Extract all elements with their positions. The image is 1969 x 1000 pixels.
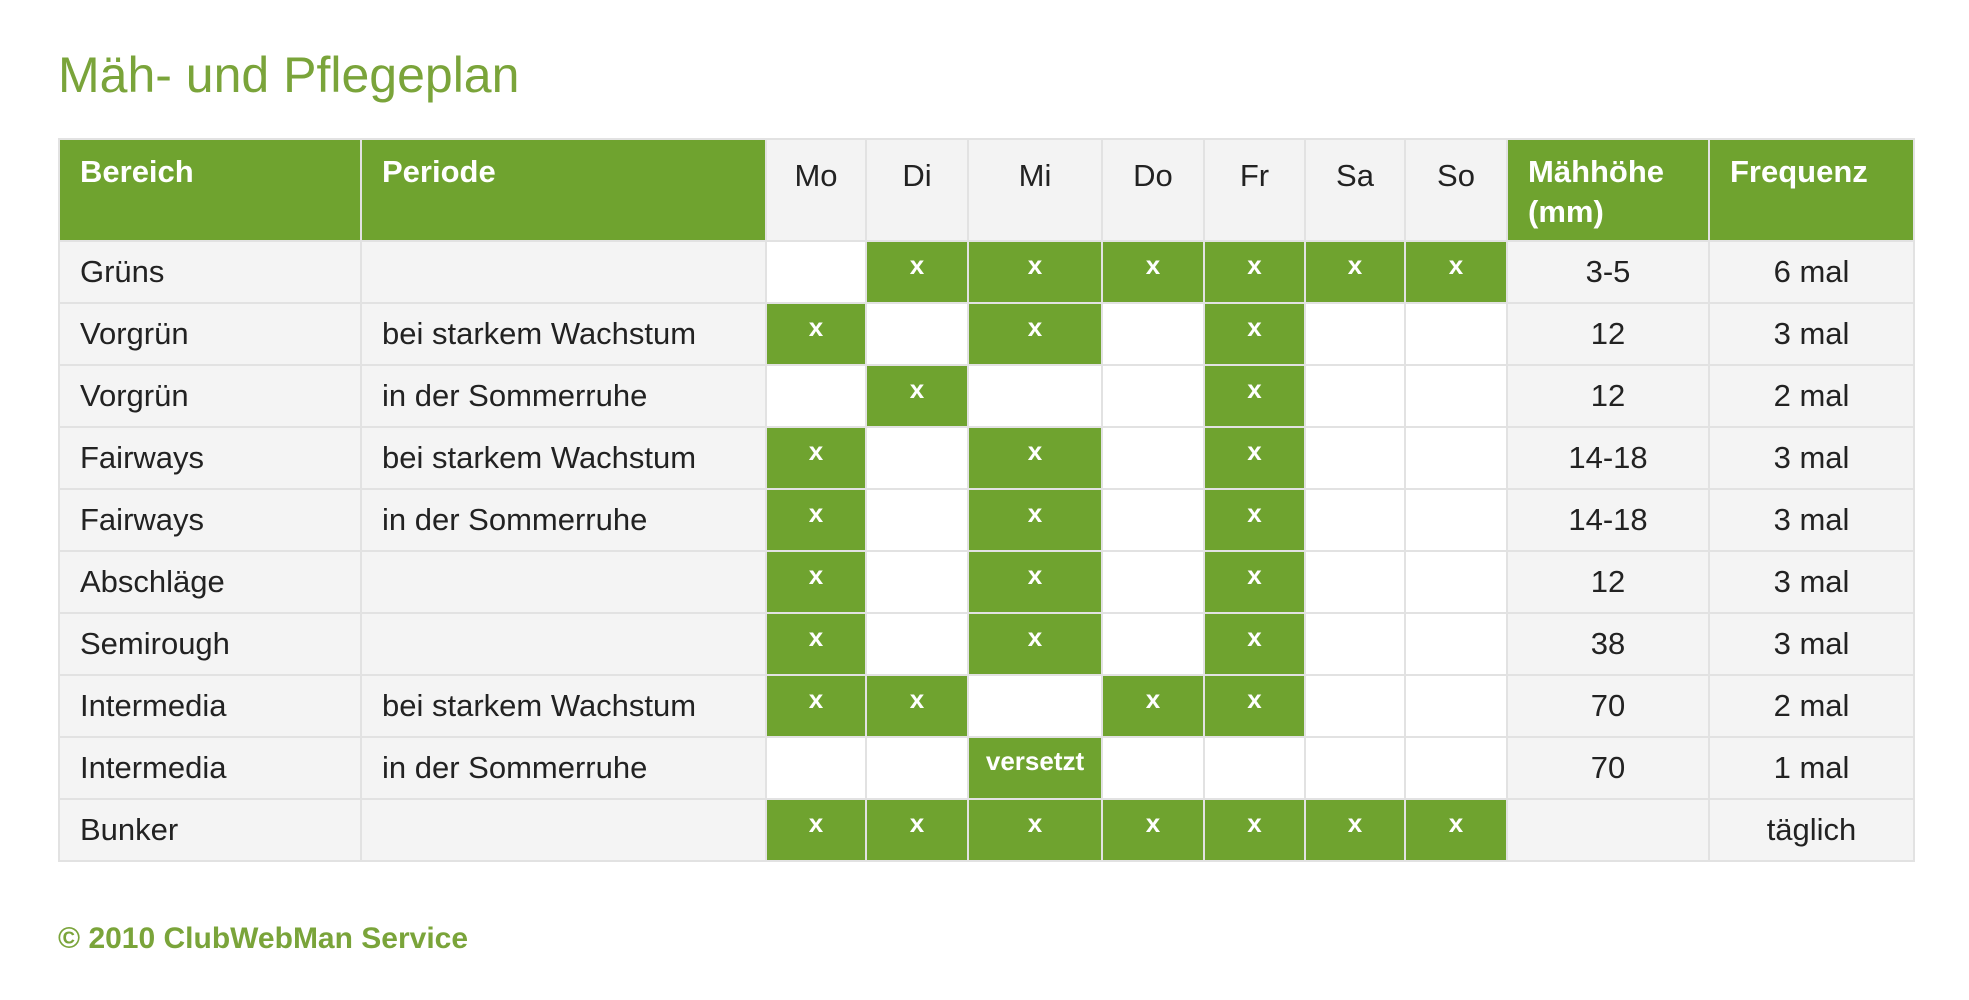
header-maehhoehe bbox=[1507, 139, 1709, 241]
schedule-empty bbox=[1405, 427, 1507, 489]
cell-periode bbox=[361, 551, 766, 613]
schedule-empty bbox=[968, 365, 1102, 427]
cell-periode: bei starkem Wachstum bbox=[361, 303, 766, 365]
schedule-empty bbox=[1305, 427, 1405, 489]
schedule-empty bbox=[766, 241, 866, 303]
table-row bbox=[59, 427, 1914, 489]
schedule-mark: versetzt bbox=[968, 737, 1102, 799]
page-title: Mäh- und Pflegeplan bbox=[58, 47, 520, 103]
schedule-mark: x bbox=[1102, 241, 1204, 303]
schedule-empty bbox=[1405, 489, 1507, 551]
schedule-empty bbox=[1405, 551, 1507, 613]
cell-periode: in der Sommerruhe bbox=[361, 737, 766, 799]
schedule-mark: x bbox=[1204, 241, 1305, 303]
schedule-mark: x bbox=[766, 303, 866, 365]
cell-frequenz: 3 mal bbox=[1709, 303, 1914, 365]
cell-frequenz: 3 mal bbox=[1709, 551, 1914, 613]
schedule-mark: x bbox=[1305, 241, 1405, 303]
cell-frequenz: 6 mal bbox=[1709, 241, 1914, 303]
schedule-mark: x bbox=[1102, 799, 1204, 861]
cell-bereich: Vorgrün bbox=[59, 303, 361, 365]
cell-bereich: Vorgrün bbox=[59, 365, 361, 427]
schedule-empty bbox=[1305, 365, 1405, 427]
schedule-mark: x bbox=[766, 799, 866, 861]
header-day-mi: Mi bbox=[968, 139, 1102, 241]
header-maehhoehe-line1: Mähhöhe bbox=[1528, 154, 1665, 189]
schedule-mark: x bbox=[968, 241, 1102, 303]
schedule-mark: x bbox=[766, 675, 866, 737]
table-row bbox=[59, 613, 1914, 675]
header-maehhoehe-line2: (mm) bbox=[1528, 194, 1604, 229]
cell-frequenz: 1 mal bbox=[1709, 737, 1914, 799]
header-frequenz: Frequenz bbox=[1709, 139, 1914, 241]
header-day-mo: Mo bbox=[766, 139, 866, 241]
cell-maehhoehe: 38 bbox=[1507, 613, 1709, 675]
schedule-empty bbox=[1305, 551, 1405, 613]
schedule-empty bbox=[1405, 613, 1507, 675]
cell-periode bbox=[361, 241, 766, 303]
cell-maehhoehe: 14-18 bbox=[1507, 489, 1709, 551]
mowing-schedule-table bbox=[58, 138, 1915, 862]
schedule-empty bbox=[1102, 427, 1204, 489]
schedule-mark: x bbox=[766, 551, 866, 613]
cell-maehhoehe: 14-18 bbox=[1507, 427, 1709, 489]
schedule-empty bbox=[766, 365, 866, 427]
cell-periode: in der Sommerruhe bbox=[361, 365, 766, 427]
schedule-empty bbox=[1102, 489, 1204, 551]
schedule-empty bbox=[1305, 613, 1405, 675]
schedule-empty bbox=[1405, 303, 1507, 365]
table-row bbox=[59, 799, 1914, 861]
schedule-mark: x bbox=[1305, 799, 1405, 861]
schedule-empty bbox=[1405, 675, 1507, 737]
schedule-empty bbox=[1305, 675, 1405, 737]
schedule-empty bbox=[1102, 551, 1204, 613]
header-periode: Periode bbox=[361, 139, 766, 241]
cell-maehhoehe bbox=[1507, 799, 1709, 861]
schedule-empty bbox=[866, 427, 968, 489]
table-row bbox=[59, 241, 1914, 303]
schedule-empty bbox=[1102, 613, 1204, 675]
schedule-empty bbox=[1405, 737, 1507, 799]
table-row bbox=[59, 551, 1914, 613]
header-row bbox=[59, 139, 1914, 241]
table-row bbox=[59, 489, 1914, 551]
header-day-so: So bbox=[1405, 139, 1507, 241]
table-row bbox=[59, 737, 1914, 799]
cell-frequenz: 2 mal bbox=[1709, 365, 1914, 427]
table-row bbox=[59, 303, 1914, 365]
cell-frequenz: 3 mal bbox=[1709, 489, 1914, 551]
cell-bereich: Intermedia bbox=[59, 737, 361, 799]
schedule-empty bbox=[1102, 303, 1204, 365]
schedule-empty bbox=[866, 489, 968, 551]
schedule-mark: x bbox=[1204, 365, 1305, 427]
cell-maehhoehe: 3-5 bbox=[1507, 241, 1709, 303]
cell-bereich: Fairways bbox=[59, 489, 361, 551]
schedule-mark: x bbox=[866, 241, 968, 303]
cell-maehhoehe: 12 bbox=[1507, 303, 1709, 365]
schedule-mark: x bbox=[1102, 675, 1204, 737]
schedule-empty bbox=[766, 737, 866, 799]
schedule-body bbox=[59, 241, 1914, 861]
schedule-mark: x bbox=[1405, 241, 1507, 303]
schedule-mark: x bbox=[1204, 489, 1305, 551]
schedule-mark: x bbox=[1204, 427, 1305, 489]
cell-bereich: Fairways bbox=[59, 427, 361, 489]
cell-frequenz: 2 mal bbox=[1709, 675, 1914, 737]
schedule-empty bbox=[1305, 737, 1405, 799]
cell-bereich: Semirough bbox=[59, 613, 361, 675]
header-day-do: Do bbox=[1102, 139, 1204, 241]
schedule-mark: x bbox=[1204, 613, 1305, 675]
schedule-empty bbox=[866, 551, 968, 613]
cell-periode bbox=[361, 799, 766, 861]
cell-bereich: Intermedia bbox=[59, 675, 361, 737]
cell-maehhoehe: 12 bbox=[1507, 551, 1709, 613]
table-row bbox=[59, 675, 1914, 737]
header-day-sa: Sa bbox=[1305, 139, 1405, 241]
cell-maehhoehe: 12 bbox=[1507, 365, 1709, 427]
header-day-di: Di bbox=[866, 139, 968, 241]
schedule-mark: x bbox=[968, 303, 1102, 365]
schedule-mark: x bbox=[968, 489, 1102, 551]
schedule-empty bbox=[1305, 489, 1405, 551]
schedule-empty bbox=[866, 303, 968, 365]
schedule-mark: x bbox=[866, 675, 968, 737]
schedule-mark: x bbox=[766, 613, 866, 675]
cell-bereich: Abschläge bbox=[59, 551, 361, 613]
schedule-empty bbox=[1102, 737, 1204, 799]
cell-periode: bei starkem Wachstum bbox=[361, 675, 766, 737]
schedule-empty bbox=[1305, 303, 1405, 365]
schedule-empty bbox=[1405, 365, 1507, 427]
schedule-mark: x bbox=[968, 427, 1102, 489]
schedule-mark: x bbox=[1204, 551, 1305, 613]
cell-frequenz: 3 mal bbox=[1709, 427, 1914, 489]
cell-periode bbox=[361, 613, 766, 675]
schedule-mark: x bbox=[1405, 799, 1507, 861]
cell-periode: bei starkem Wachstum bbox=[361, 427, 766, 489]
schedule-empty bbox=[866, 737, 968, 799]
schedule-empty bbox=[1102, 365, 1204, 427]
schedule-mark: x bbox=[968, 551, 1102, 613]
schedule-empty bbox=[866, 613, 968, 675]
schedule-mark: x bbox=[1204, 799, 1305, 861]
cell-bereich: Grüns bbox=[59, 241, 361, 303]
cell-maehhoehe: 70 bbox=[1507, 737, 1709, 799]
cell-bereich: Bunker bbox=[59, 799, 361, 861]
schedule-mark: x bbox=[1204, 303, 1305, 365]
schedule-mark: x bbox=[766, 427, 866, 489]
schedule-mark: x bbox=[866, 799, 968, 861]
cell-frequenz: 3 mal bbox=[1709, 613, 1914, 675]
schedule-mark: x bbox=[766, 489, 866, 551]
schedule-mark: x bbox=[1204, 675, 1305, 737]
copyright-footer: © 2010 ClubWebMan Service bbox=[58, 922, 469, 955]
schedule-mark: x bbox=[968, 613, 1102, 675]
header-day-fr: Fr bbox=[1204, 139, 1305, 241]
schedule-mark: x bbox=[968, 799, 1102, 861]
schedule-empty bbox=[1204, 737, 1305, 799]
schedule-empty bbox=[968, 675, 1102, 737]
cell-periode: in der Sommerruhe bbox=[361, 489, 766, 551]
cell-maehhoehe: 70 bbox=[1507, 675, 1709, 737]
schedule-mark: x bbox=[866, 365, 968, 427]
header-bereich: Bereich bbox=[59, 139, 361, 241]
table-row bbox=[59, 365, 1914, 427]
cell-frequenz: täglich bbox=[1709, 799, 1914, 861]
